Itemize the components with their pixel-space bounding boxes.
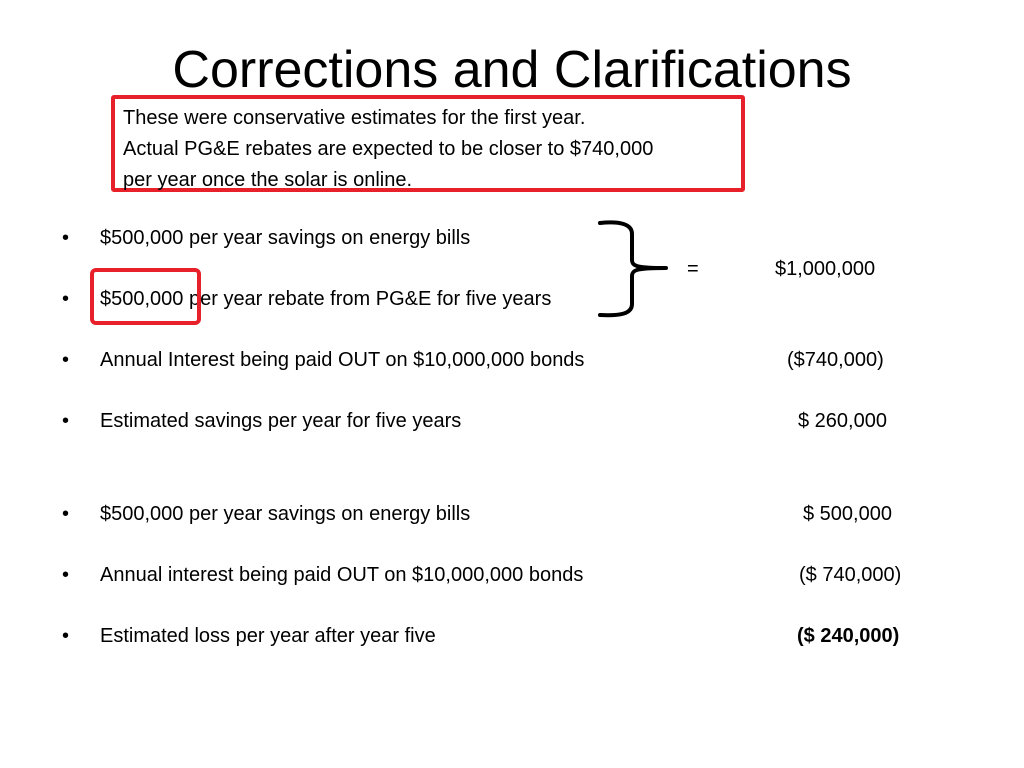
bullet-row-annual-interest-2 — [0, 560, 1024, 590]
amount: ($ 240,000) — [797, 625, 900, 647]
bullet-text: Estimated savings per year for five years — [100, 410, 462, 432]
bullet-row-annual-interest — [0, 345, 1024, 375]
bullet-text: Annual Interest being paid OUT on $10,000,000 bonds — [100, 349, 585, 371]
equals-sign: = — [687, 258, 699, 280]
bullet-text: $500,000 per year savings on energy bills — [100, 503, 471, 525]
bullet-text: Annual interest being paid OUT on $10,000,000 bonds — [100, 564, 584, 586]
amount: $ 500,000 — [803, 503, 892, 525]
callout-line-2: Actual PG&E rebates are expected to be closer to $740,000 — [123, 138, 654, 160]
amount: ($ 740,000) — [799, 564, 902, 586]
amount: $ 260,000 — [798, 410, 887, 432]
bullet-row-energy-savings-2 — [0, 499, 1024, 529]
curly-brace-icon — [596, 220, 676, 320]
callout-line-3: per year once the solar is online. — [123, 169, 413, 191]
bullet-text: $500,000 per year savings on energy bills — [100, 227, 471, 249]
bullet-row-estimated-savings — [0, 406, 1024, 436]
bullet-icon: • — [62, 625, 70, 647]
amount: ($740,000) — [787, 349, 884, 371]
bullet-icon: • — [62, 503, 70, 525]
bullet-icon: • — [62, 410, 70, 432]
callout-line-1: These were conservative estimates for the first year. — [123, 107, 586, 129]
bullet-icon: • — [62, 227, 70, 249]
bullet-icon: • — [62, 288, 70, 310]
bullet-icon: • — [62, 564, 70, 586]
correction-callout-box — [111, 95, 745, 192]
bullet-row-estimated-loss — [0, 621, 1024, 651]
bullet-text: Estimated loss per year after year five — [100, 625, 436, 647]
slide-title: Corrections and Clarifications — [172, 41, 852, 99]
bullet-row-energy-savings — [0, 223, 1024, 253]
group-total-amount: $1,000,000 — [775, 258, 876, 280]
bullet-icon: • — [62, 349, 70, 371]
bullet-text: $500,000 per year rebate from PG&E for five years — [100, 288, 552, 310]
rebate-highlight-box — [90, 268, 201, 325]
